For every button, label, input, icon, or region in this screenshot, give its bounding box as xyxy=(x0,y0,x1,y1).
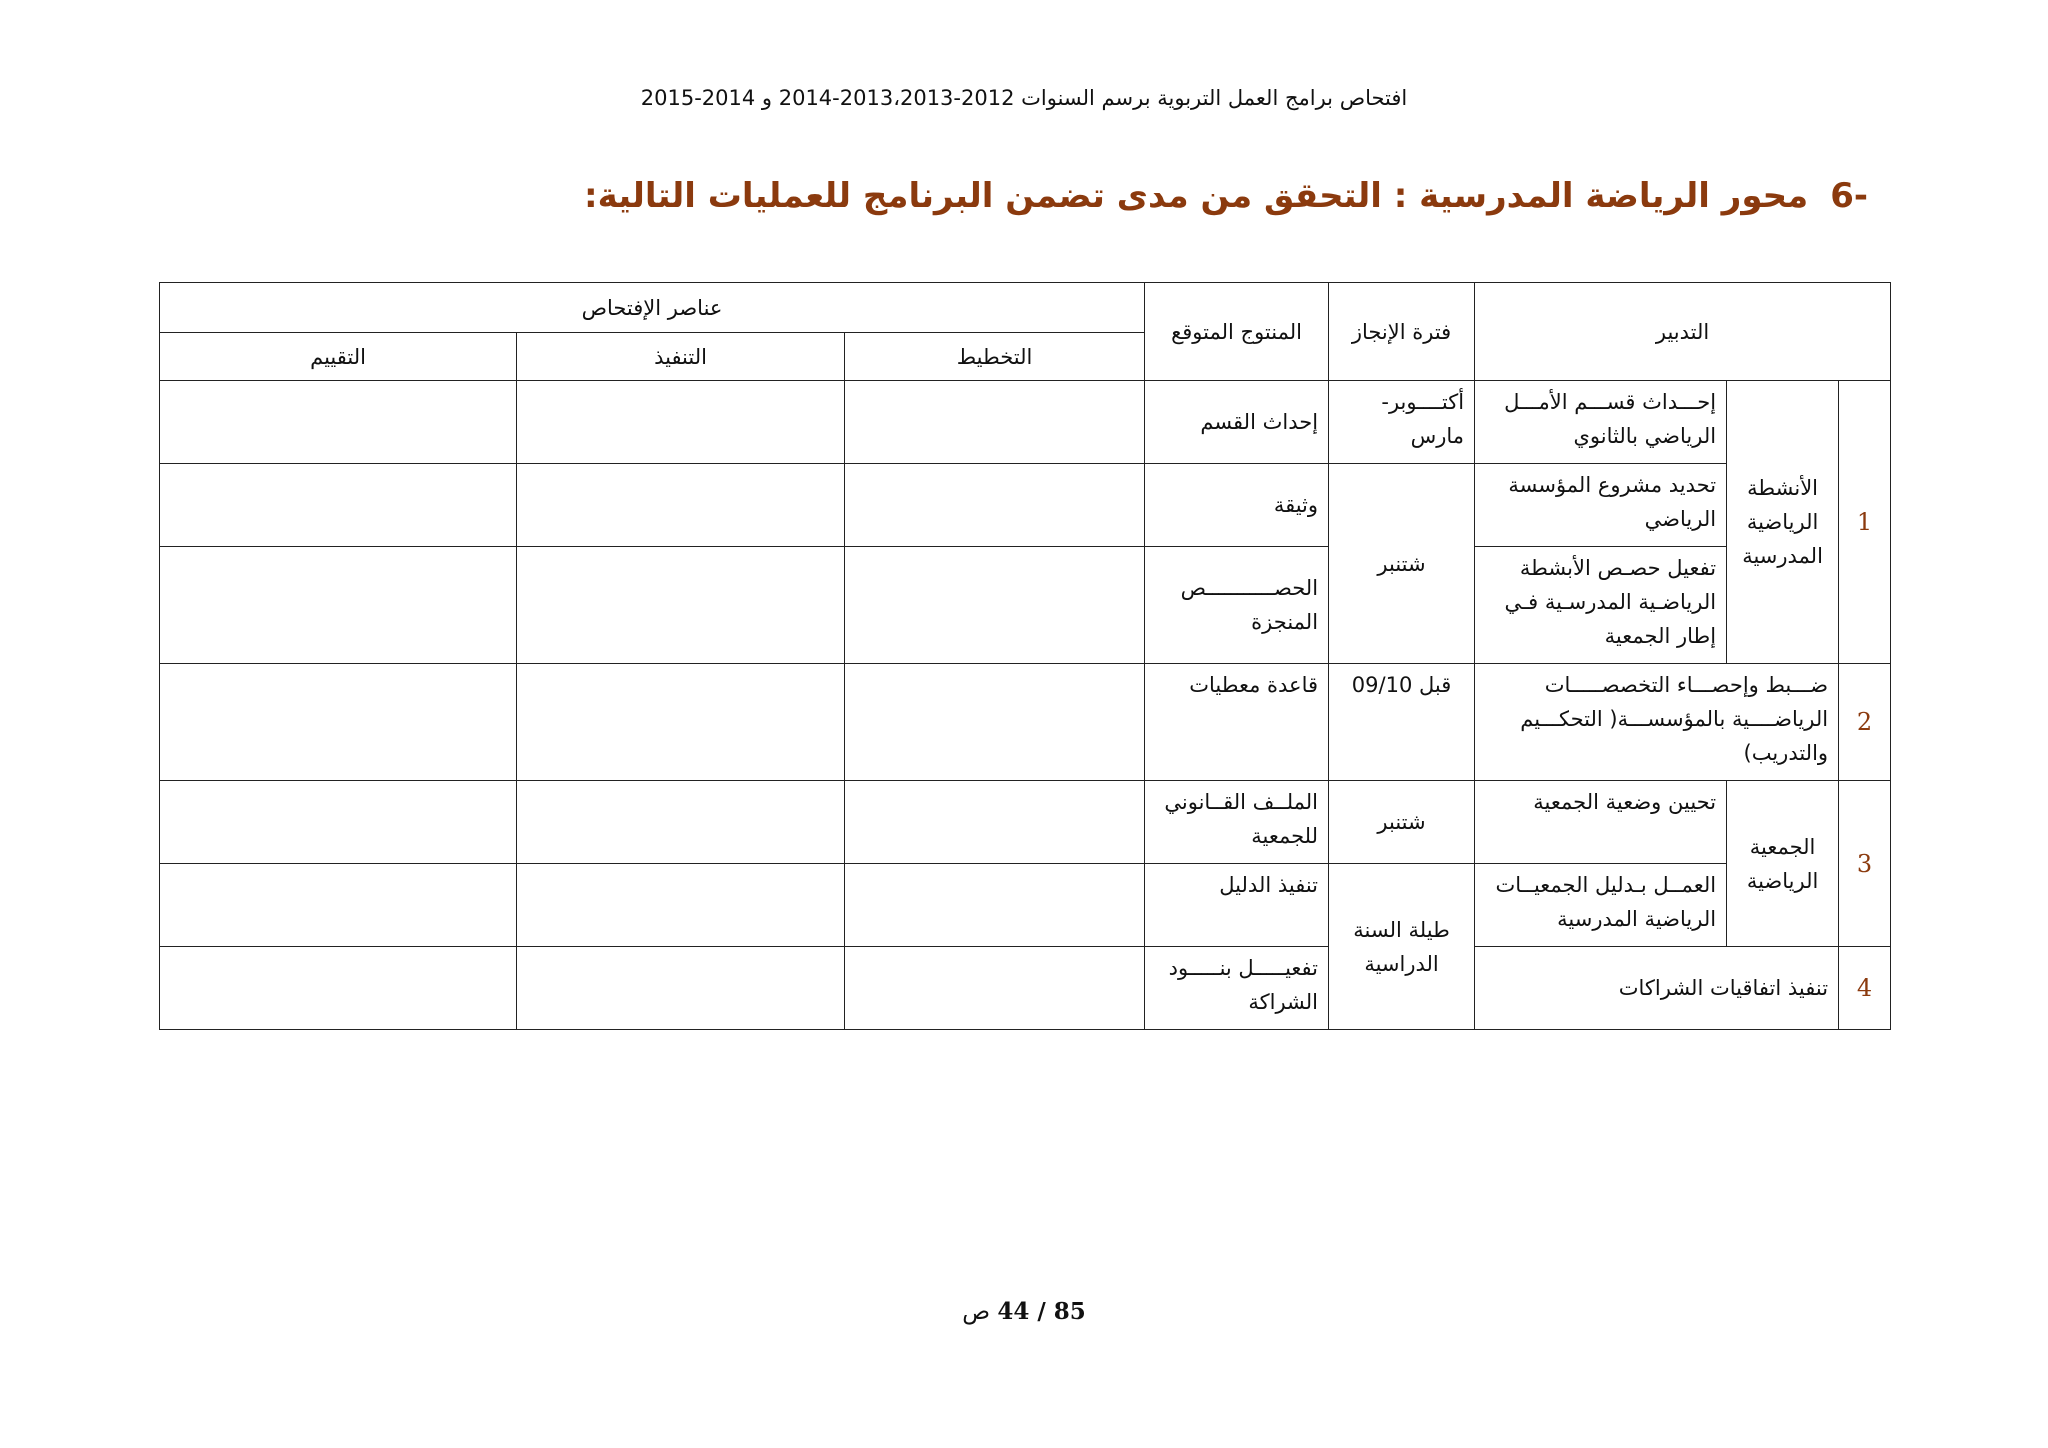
measure-cell: تحيين وضعية الجمعية xyxy=(1475,781,1727,864)
header-measure: التدبير xyxy=(1475,283,1891,381)
measure-cell: تنفيذ اتفاقيات الشراكات xyxy=(1475,947,1839,1030)
execution-cell xyxy=(517,664,845,781)
evaluation-cell xyxy=(160,464,517,547)
measure-cell: تفعيل حصـص الأبشطة الرياضـية المدرسـية فـي إطار الجمعية xyxy=(1475,547,1727,664)
group-index: 2 xyxy=(1839,664,1891,781)
execution-cell xyxy=(517,781,845,864)
table-row xyxy=(160,381,1891,464)
execution-cell xyxy=(517,947,845,1030)
planning-cell xyxy=(845,464,1145,547)
period-cell: قبل 09/10 xyxy=(1329,664,1475,781)
table-row xyxy=(160,464,1891,547)
section-number: -6 xyxy=(1830,176,1868,216)
planning-cell xyxy=(845,381,1145,464)
header-evaluation: التقييم xyxy=(160,333,517,381)
measure-cell: ضـــبط وإحصـــاء التخصصـــــات الرياضــــية بالمؤسســـة( التحكـــيم والتدريب) xyxy=(1475,664,1839,781)
measure-cell: إحـــداث قســـم الأمـــل الرياضي بالثانوي xyxy=(1475,381,1727,464)
product-cell: الحصـــــــــــص المنجزة xyxy=(1145,547,1329,664)
period-cell: شتنبر xyxy=(1329,781,1475,864)
planning-cell xyxy=(845,547,1145,664)
planning-cell xyxy=(845,864,1145,947)
page-header: افتحاص برامج العمل التربوية برسم السنوات 2012-2013،2013-2014 و 2014-2015 xyxy=(640,86,1408,110)
planning-cell xyxy=(845,781,1145,864)
group-label: الأنشطة الرياضية المدرسية xyxy=(1727,381,1839,664)
audit-table xyxy=(159,282,1891,1030)
table-row xyxy=(160,547,1891,664)
product-cell: تنفيذ الدليل xyxy=(1145,864,1329,947)
header-product: المنتوج المتوقع xyxy=(1145,283,1329,381)
page-footer xyxy=(0,1298,2048,1325)
evaluation-cell xyxy=(160,664,517,781)
planning-cell xyxy=(845,947,1145,1030)
group-index: 1 xyxy=(1839,381,1891,664)
execution-cell xyxy=(517,464,845,547)
product-cell: قاعدة معطيات xyxy=(1145,664,1329,781)
measure-cell: تحديد مشروع المؤسسة الرياضي xyxy=(1475,464,1727,547)
execution-cell xyxy=(517,864,845,947)
measure-cell: العمــل بـدليل الجمعيــات الرياضية المدرسية xyxy=(1475,864,1727,947)
header-elements: عناصر الإفتحاص xyxy=(160,283,1145,333)
evaluation-cell xyxy=(160,547,517,664)
execution-cell xyxy=(517,381,845,464)
table-row xyxy=(160,947,1891,1030)
header-period: فترة الإنجاز xyxy=(1329,283,1475,381)
group-index: 3 xyxy=(1839,781,1891,947)
evaluation-cell xyxy=(160,381,517,464)
header-planning: التخطيط xyxy=(845,333,1145,381)
group-label: الجمعية الرياضية xyxy=(1727,781,1839,947)
table-row xyxy=(160,864,1891,947)
page-number: 85 / 44 xyxy=(997,1298,1086,1325)
product-cell: تفعيـــــل بنـــــود الشراكة xyxy=(1145,947,1329,1030)
group-index: 4 xyxy=(1839,947,1891,1030)
section-title-text: محور الرياضة المدرسية : التحقق من مدى تضمن البرنامج للعمليات التالية: xyxy=(583,176,1809,216)
page-suffix: ص xyxy=(962,1299,991,1325)
evaluation-cell xyxy=(160,781,517,864)
planning-cell xyxy=(845,664,1145,781)
section-title xyxy=(568,176,1868,216)
evaluation-cell xyxy=(160,947,517,1030)
header-execution: التنفيذ xyxy=(517,333,845,381)
execution-cell xyxy=(517,547,845,664)
period-cell: شتنبر xyxy=(1329,464,1475,664)
product-cell: الملــف القــانوني للجمعية xyxy=(1145,781,1329,864)
product-cell: إحداث القسم xyxy=(1145,381,1329,464)
evaluation-cell xyxy=(160,864,517,947)
table-row xyxy=(160,664,1891,781)
period-cell: طيلة السنة الدراسية xyxy=(1329,864,1475,1030)
product-cell: وثيقة xyxy=(1145,464,1329,547)
table-row xyxy=(160,781,1891,864)
period-cell: أكتــــوبر- مارس xyxy=(1329,381,1475,464)
